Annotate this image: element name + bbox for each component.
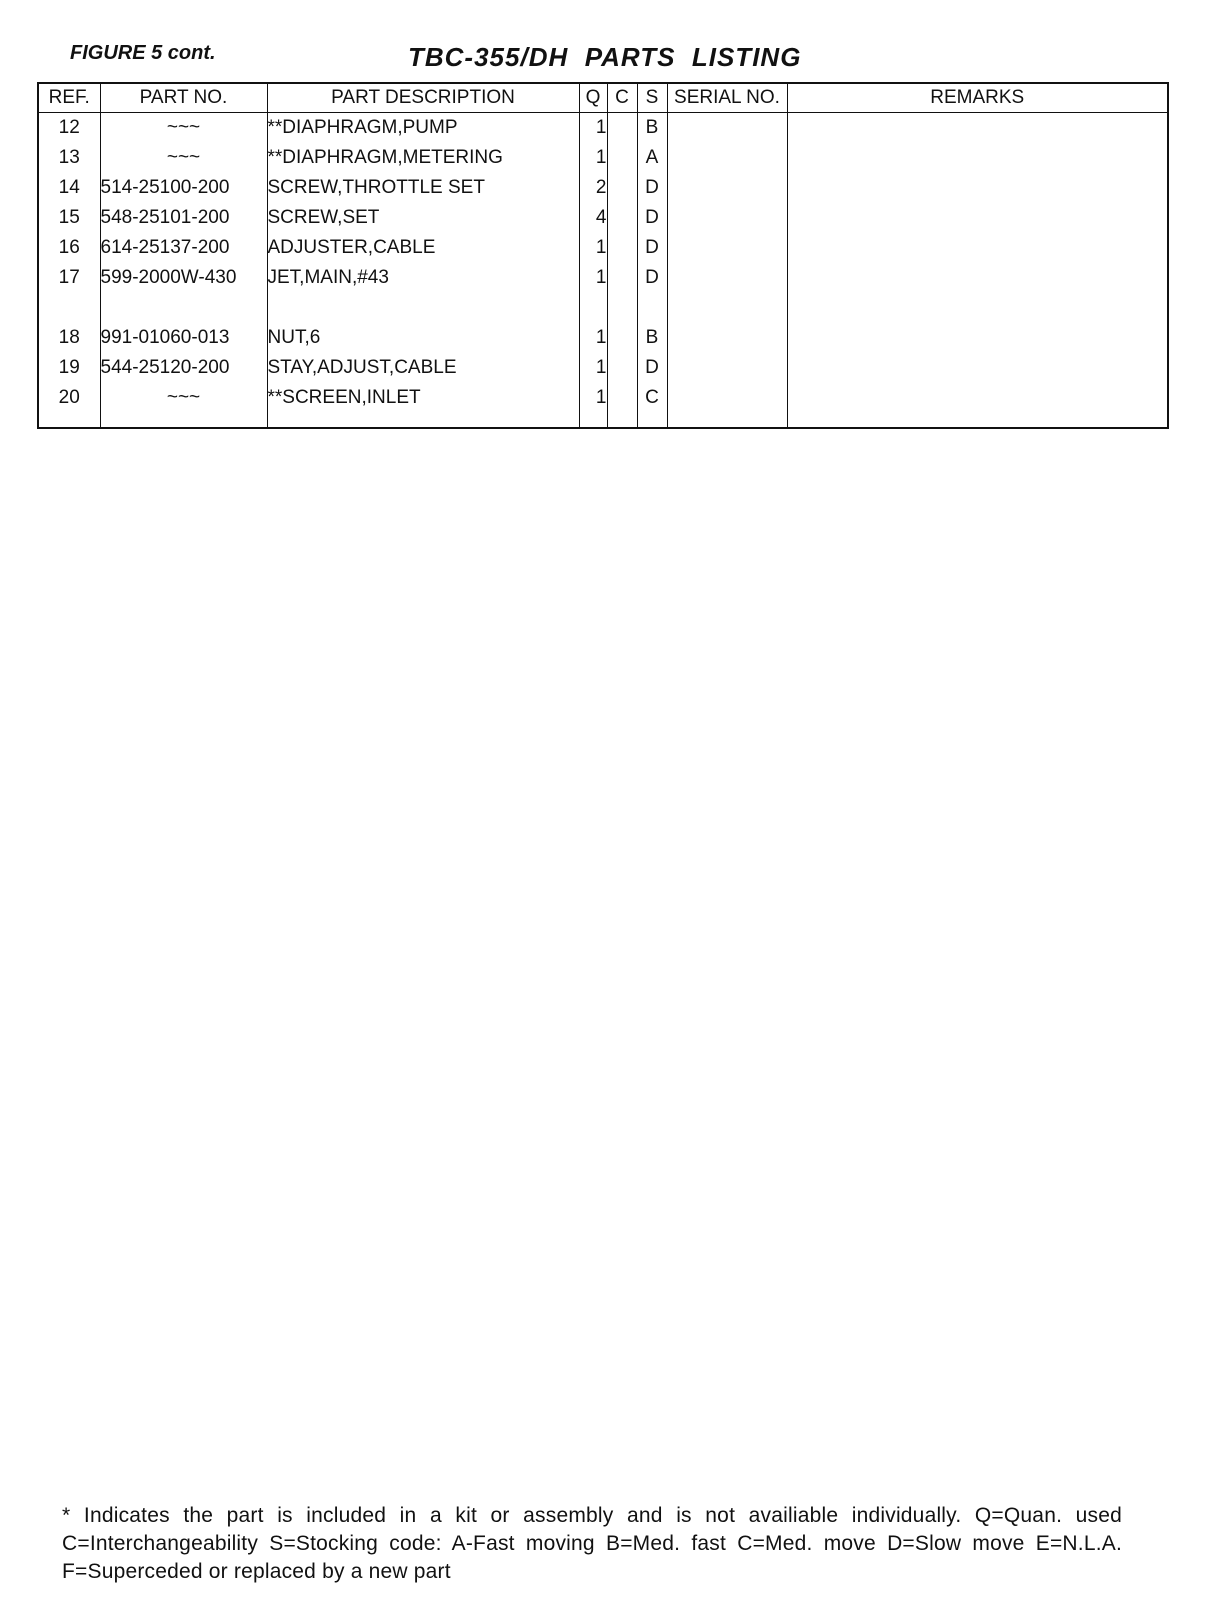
cell-remarks — [787, 233, 1168, 263]
cell-serial-no — [667, 323, 787, 353]
cell-part-no: 548-25101-200 — [100, 203, 267, 233]
cell-c — [607, 383, 637, 413]
cell-description: SCREW,THROTTLE SET — [267, 173, 579, 203]
cell-serial-no — [667, 263, 787, 293]
cell-description: **SCREEN,INLET — [267, 383, 579, 413]
cell-c — [607, 293, 637, 323]
cell-description: **DIAPHRAGM,PUMP — [267, 113, 579, 144]
cell-part-no: ~~~ — [100, 113, 267, 144]
legend-footnote: * Indicates the part is included in a kit or assembly and is not availiable individually. Q=Quan. used C=Interchangeability S=Stocking code: A-Fast moving B=Med. fast C=Med. move D=Slow move E=N.L.A. F=Superceded or replaced by a new part — [62, 1504, 1122, 1583]
cell-q: 1 — [579, 353, 607, 383]
cell-ref: 12 — [38, 113, 100, 144]
cell-serial-no — [667, 413, 787, 428]
cell-remarks — [787, 413, 1168, 428]
cell-description: STAY,ADJUST,CABLE — [267, 353, 579, 383]
cell-part-no: ~~~ — [100, 383, 267, 413]
cell-remarks — [787, 173, 1168, 203]
cell-description: **DIAPHRAGM,METERING — [267, 143, 579, 173]
column-header-remarks: REMARKS — [787, 83, 1168, 113]
cell-remarks — [787, 143, 1168, 173]
cell-ref: 13 — [38, 143, 100, 173]
cell-q: 1 — [579, 233, 607, 263]
cell-ref: 20 — [38, 383, 100, 413]
cell-c — [607, 173, 637, 203]
cell-remarks — [787, 323, 1168, 353]
cell-ref: 19 — [38, 353, 100, 383]
table-row — [38, 323, 1168, 353]
cell-ref: 15 — [38, 203, 100, 233]
cell-q: 4 — [579, 203, 607, 233]
cell-q: 1 — [579, 263, 607, 293]
table-row — [38, 203, 1168, 233]
parts-table — [37, 82, 1169, 429]
parts-table-container — [37, 82, 1167, 429]
cell-description: ADJUSTER,CABLE — [267, 233, 579, 263]
column-header-s: S — [637, 83, 667, 113]
cell-s: D — [637, 353, 667, 383]
cell-q: 1 — [579, 383, 607, 413]
column-header-description: PART DESCRIPTION — [267, 83, 579, 113]
cell-serial-no — [667, 233, 787, 263]
column-header-part-no: PART NO. — [100, 83, 267, 113]
cell-ref: 17 — [38, 263, 100, 293]
column-header-ref: REF. — [38, 83, 100, 113]
cell-c — [607, 143, 637, 173]
column-header-c: C — [607, 83, 637, 113]
cell-s — [637, 293, 667, 323]
cell-s: D — [637, 263, 667, 293]
cell-remarks — [787, 113, 1168, 144]
cell-part-no — [100, 413, 267, 428]
cell-ref: 14 — [38, 173, 100, 203]
column-header-q: Q — [579, 83, 607, 113]
table-row — [38, 233, 1168, 263]
figure-label: FIGURE 5 cont. — [70, 42, 216, 64]
cell-serial-no — [667, 143, 787, 173]
cell-c — [607, 113, 637, 144]
cell-part-no: ~~~ — [100, 143, 267, 173]
cell-remarks — [787, 383, 1168, 413]
table-row-blank — [38, 293, 1168, 323]
cell-c — [607, 353, 637, 383]
cell-s — [637, 413, 667, 428]
cell-part-no: 614-25137-200 — [100, 233, 267, 263]
cell-ref — [38, 413, 100, 428]
cell-part-no: 514-25100-200 — [100, 173, 267, 203]
table-row — [38, 263, 1168, 293]
cell-c — [607, 413, 637, 428]
cell-s: C — [637, 383, 667, 413]
cell-serial-no — [667, 113, 787, 144]
cell-c — [607, 203, 637, 233]
table-row — [38, 143, 1168, 173]
cell-description — [267, 293, 579, 323]
cell-serial-no — [667, 383, 787, 413]
cell-ref: 16 — [38, 233, 100, 263]
cell-c — [607, 323, 637, 353]
cell-q — [579, 413, 607, 428]
table-header-row — [38, 83, 1168, 113]
cell-s: B — [637, 323, 667, 353]
table-row — [38, 353, 1168, 383]
cell-description — [267, 413, 579, 428]
column-header-serial-no: SERIAL NO. — [667, 83, 787, 113]
cell-q: 1 — [579, 113, 607, 144]
cell-description: SCREW,SET — [267, 203, 579, 233]
cell-s: D — [637, 233, 667, 263]
cell-remarks — [787, 293, 1168, 323]
cell-part-no: 544-25120-200 — [100, 353, 267, 383]
cell-serial-no — [667, 293, 787, 323]
cell-remarks — [787, 353, 1168, 383]
cell-q — [579, 293, 607, 323]
cell-serial-no — [667, 173, 787, 203]
cell-s: D — [637, 203, 667, 233]
cell-remarks — [787, 263, 1168, 293]
cell-s: B — [637, 113, 667, 144]
cell-serial-no — [667, 203, 787, 233]
cell-c — [607, 233, 637, 263]
table-row — [38, 173, 1168, 203]
cell-description: NUT,6 — [267, 323, 579, 353]
table-row — [38, 113, 1168, 144]
cell-ref — [38, 293, 100, 323]
cell-part-no — [100, 293, 267, 323]
cell-part-no: 599-2000W-430 — [100, 263, 267, 293]
cell-q: 1 — [579, 143, 607, 173]
cell-q: 1 — [579, 323, 607, 353]
cell-serial-no — [667, 353, 787, 383]
table-row-end — [38, 413, 1168, 428]
page-title: TBC-355/DH PARTS LISTING — [408, 42, 802, 72]
cell-q: 2 — [579, 173, 607, 203]
cell-s: D — [637, 173, 667, 203]
cell-c — [607, 263, 637, 293]
cell-part-no: 991-01060-013 — [100, 323, 267, 353]
cell-remarks — [787, 203, 1168, 233]
cell-ref: 18 — [38, 323, 100, 353]
cell-s: A — [637, 143, 667, 173]
table-row — [38, 383, 1168, 413]
cell-description: JET,MAIN,#43 — [267, 263, 579, 293]
